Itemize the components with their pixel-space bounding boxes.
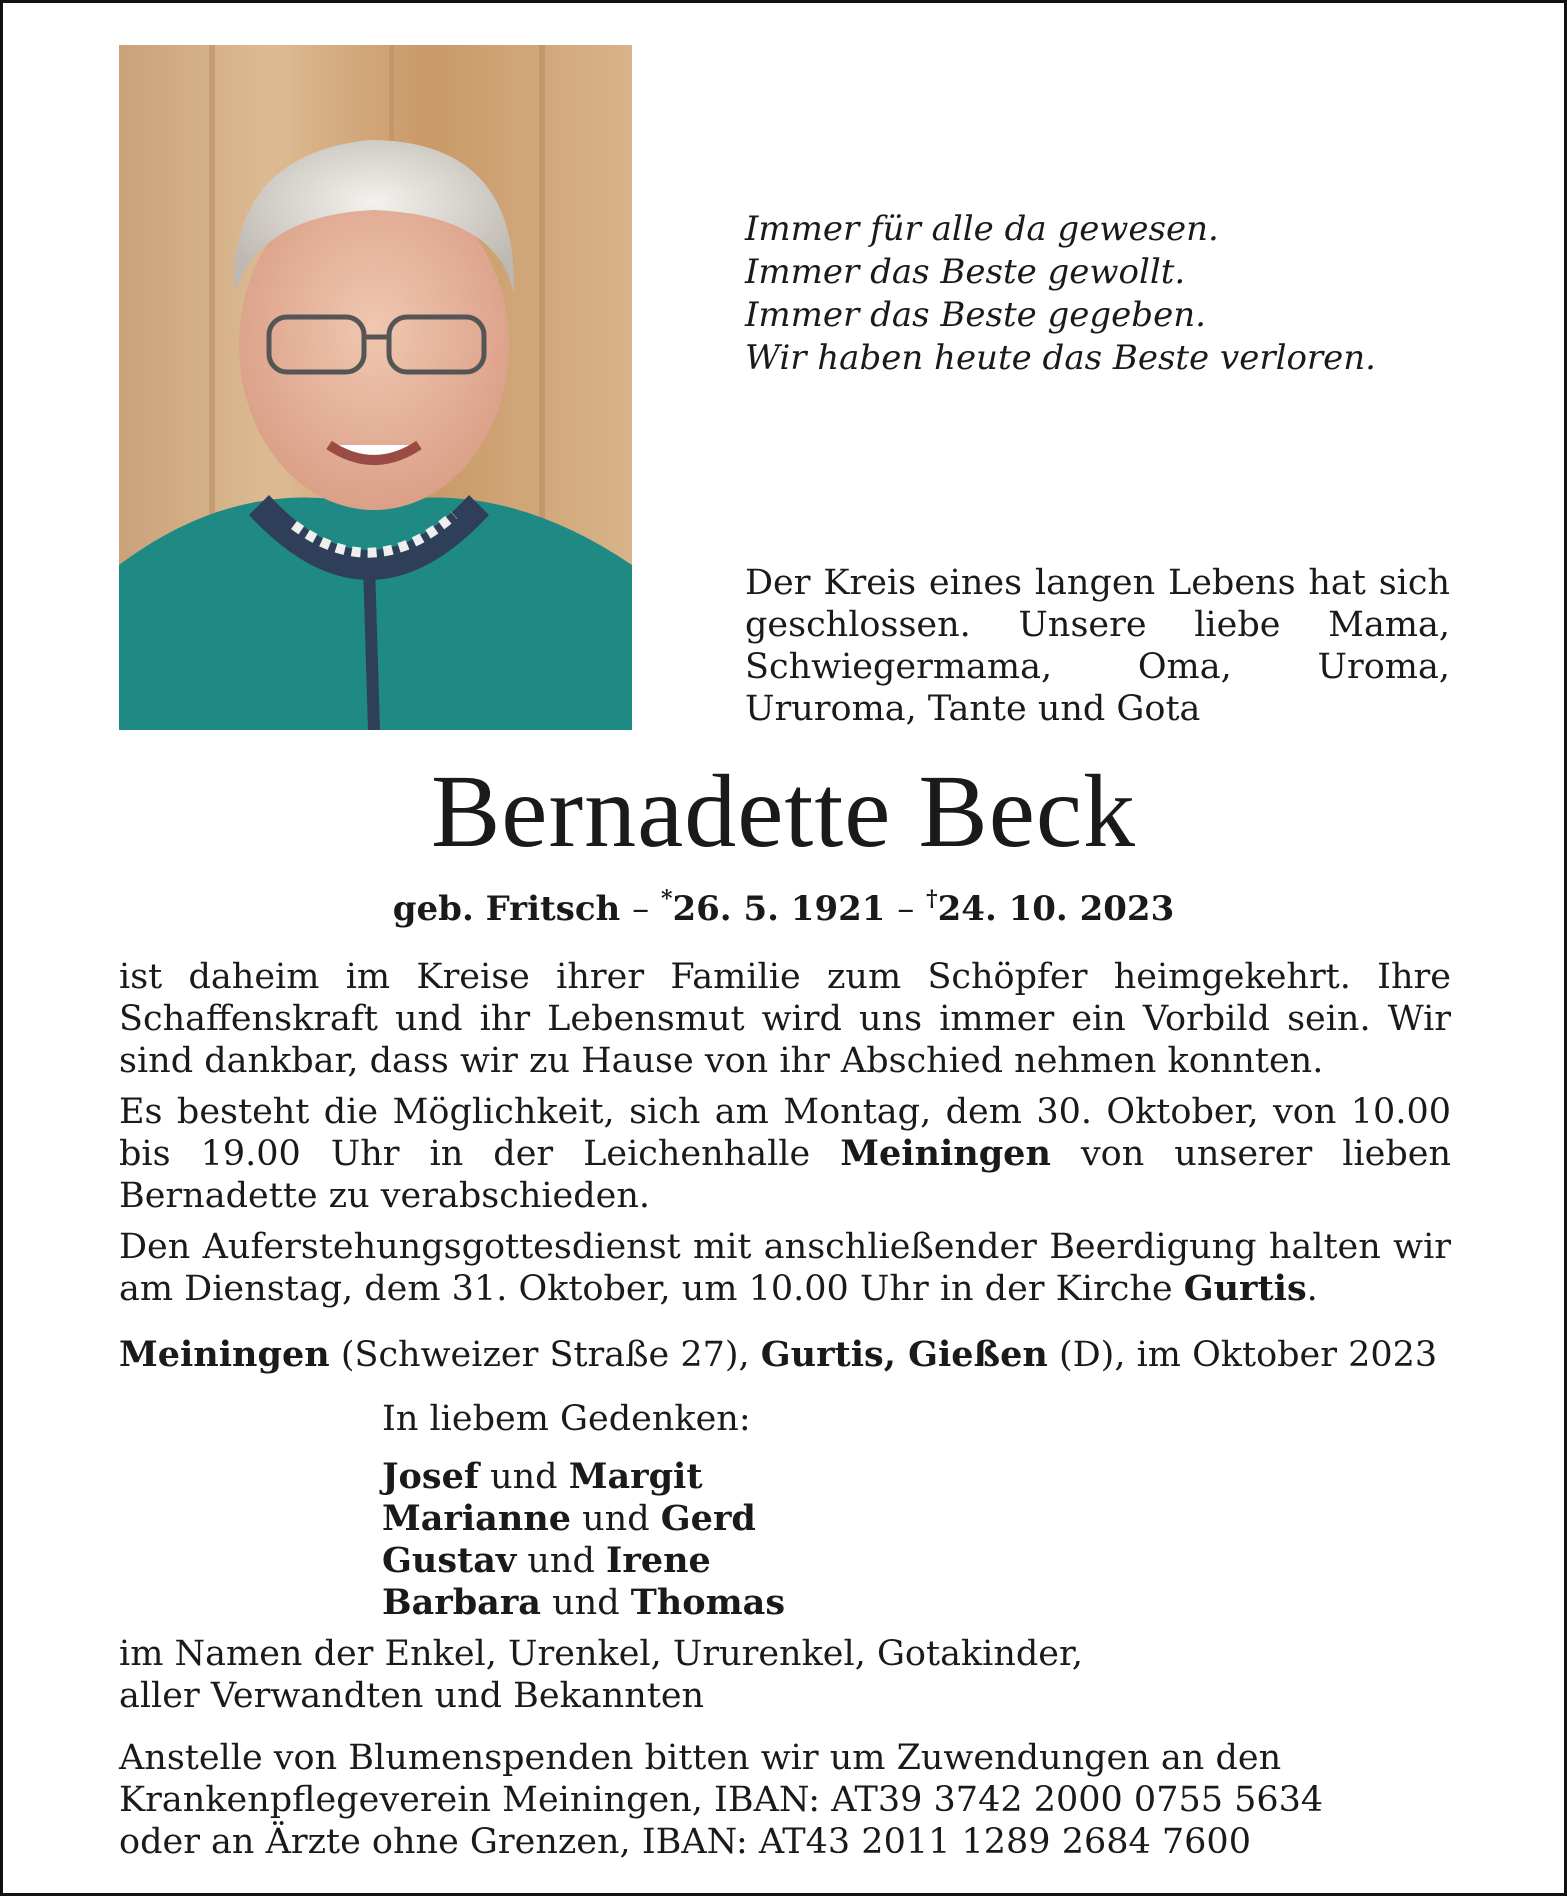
paragraph-viewing — [119, 1091, 1451, 1217]
quote-line: Wir haben heute das Beste verloren. — [745, 338, 1376, 378]
mourners-label: In liebem Gedenken: — [382, 1399, 751, 1439]
extended-line: aller Verwandten und Bekannten — [119, 1676, 705, 1716]
deceased-name: Bernadette Beck — [430, 754, 1137, 869]
quote-line: Immer das Beste gegeben. — [745, 295, 1206, 335]
paragraph-service — [119, 1226, 1451, 1310]
mourner-name: Irene — [606, 1540, 711, 1581]
mourner-name: Gerd — [660, 1498, 756, 1539]
address: (Schweizer Straße 27), — [329, 1335, 761, 1375]
location-gurtis: Gurtis — [1183, 1268, 1307, 1309]
birth-mark: * — [660, 886, 673, 912]
towns-gurtis-giessen: Gurtis, Gießen — [760, 1334, 1048, 1375]
conjunction: und — [527, 1541, 595, 1581]
donation-request — [119, 1737, 1323, 1863]
donation-line: oder an Ärzte ohne Grenzen, IBAN: AT43 2011 1289 2684 7600 — [119, 1822, 1251, 1862]
conjunction: und — [490, 1457, 558, 1497]
donation-line: Anstelle von Blumenspenden bitten wir um Zuwendungen an den — [119, 1738, 1282, 1778]
intro-text: Der Kreis eines langen Lebens hat sich geschlossen. Unsere liebe Mama, Schwiegermama, Oma, Uroma, Ururoma, Tante und Gota — [745, 563, 1450, 729]
announcement-body — [119, 956, 1451, 1319]
mourner-name: Margit — [568, 1456, 703, 1497]
conjunction: und — [552, 1583, 620, 1623]
mourner-pair — [382, 1540, 785, 1582]
separator: – — [632, 889, 650, 929]
text: von unserer lieben Bernadette zu verabschieden. — [119, 1134, 1451, 1216]
location-meiningen: Meiningen — [840, 1133, 1051, 1174]
mourner-name: Josef — [382, 1456, 479, 1497]
text: Den Auferstehungsgottesdienst mit anschließender Beerdigung halten wir am Dienstag, dem 31. Oktober, um 10.00 Uhr in der Kirche — [119, 1227, 1451, 1309]
town-meiningen: Meiningen — [119, 1334, 330, 1375]
mourner-name: Marianne — [382, 1498, 571, 1539]
donation-line: Krankenpflegeverein Meiningen, IBAN: AT39 3742 2000 0755 5634 — [119, 1780, 1324, 1820]
place-date-line — [119, 1334, 1451, 1376]
mourner-name: Thomas — [630, 1582, 786, 1623]
text: Es besteht die Möglichkeit, sich am Montag, dem 30. Oktober, von 10.00 bis 19.00 Uhr in der Leichenhalle — [119, 1092, 1451, 1174]
extended-line: im Namen der Enkel, Urenkel, Ururenkel, Gotakinder, — [119, 1634, 1084, 1674]
separator: – — [897, 889, 915, 929]
portrait-photo — [119, 45, 632, 730]
conjunction: und — [582, 1499, 650, 1539]
quote-line: Immer das Beste gewollt. — [745, 252, 1186, 292]
text: . — [1306, 1269, 1318, 1309]
portrait-illustration — [119, 45, 632, 730]
mourner-pair — [382, 1498, 785, 1540]
extended-family — [119, 1633, 1083, 1717]
mourner-name: Gustav — [382, 1540, 517, 1581]
maiden-name: geb. Fritsch — [392, 889, 621, 929]
mourners-list — [382, 1398, 785, 1624]
paragraph-passing: ist daheim im Kreise ihrer Familie zum Schöpfer heimgekehrt. Ihre Schaffenskraft und ihr Lebensmut wird uns immer ein Vorbild sein. Wir sind dankbar, dass wir zu Hause von ihr Abschied nehmen konnten. — [119, 957, 1451, 1081]
life-dates — [3, 877, 1564, 931]
death-date: 24. 10. 2023 — [937, 889, 1175, 929]
mourner-name: Barbara — [382, 1582, 541, 1623]
death-mark: † — [926, 886, 938, 912]
place-date: (D), im Oktober 2023 — [1047, 1335, 1438, 1375]
mourner-pair — [382, 1456, 785, 1498]
quote-line: Immer für alle da gewesen. — [745, 209, 1219, 249]
memorial-quote — [745, 208, 1465, 380]
birth-date: 26. 5. 1921 — [672, 889, 886, 929]
mourner-pair — [382, 1582, 785, 1624]
